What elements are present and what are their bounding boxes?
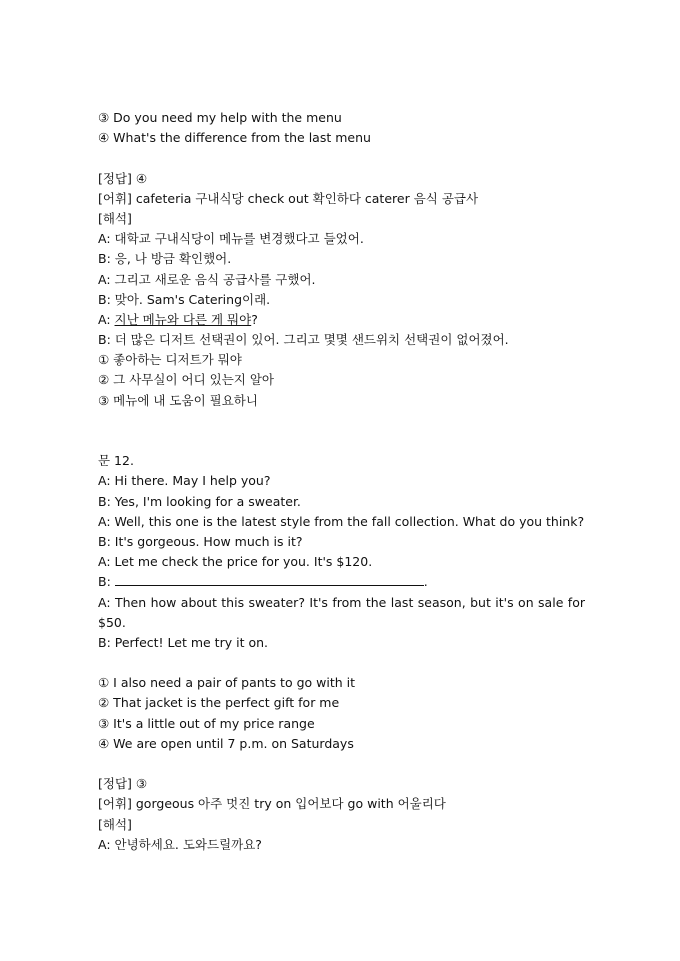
spacer — [98, 653, 598, 673]
prev-vocab: [어휘] cafeteria 구내식당 check out 확인하다 caterer 음식 공급사 — [98, 190, 479, 206]
answer-blank — [115, 572, 424, 586]
dialogue-line-5: A: Let me check the price for you. It's $120. — [98, 554, 373, 570]
dialogue-line-8: B: Perfect! Let me try it on. — [98, 634, 268, 650]
prev-translation-line-6: B: 더 많은 디저트 선택권이 있어. 그리고 몇몇 샌드위치 선택권이 없어졌어. — [98, 332, 509, 348]
prev-translation-choice-3: ③ 메뉴에 내 도움이 필요하니 — [98, 392, 258, 408]
question-number: 문 12. — [98, 453, 134, 469]
underlined-answer: 지난 메뉴와 다른 게 뭐야 — [114, 311, 252, 327]
prev-translation-line-2: B: 응, 나 방금 확인했어. — [98, 251, 232, 267]
spacer — [98, 754, 598, 774]
prev-translation-line-5 — [98, 310, 598, 330]
option-4: ④ We are open until 7 p.m. on Saturdays — [98, 735, 354, 751]
option-1: ① I also need a pair of pants to go with it — [98, 675, 356, 691]
vocab: [어휘] gorgeous 아주 멋진 try on 입어보다 go with 어울리다 — [98, 796, 446, 812]
translation-label: [해석] — [98, 816, 132, 832]
prev-option-4: ④ What's the difference from the last menu — [98, 130, 371, 146]
period: . — [423, 574, 428, 590]
prev-answer: [정답] ④ — [98, 170, 148, 186]
prev-option-3: ③ Do you need my help with the menu — [98, 110, 342, 125]
option-3: ③ It's a little out of my price range — [98, 715, 315, 731]
dialogue-line-2: B: Yes, I'm looking for a sweater. — [98, 493, 301, 509]
dialogue-line-7: A: Then how about this sweater? It's from the last season, but it's on sale for $50. — [98, 594, 585, 630]
prev-translation-line-3: A: 그리고 새로운 음식 공급사를 구했어. — [98, 271, 316, 287]
speaker-label: A: — [98, 311, 115, 327]
dialogue-line-6 — [98, 572, 598, 592]
dialogue-line-3: A: Well, this one is the latest style from the fall collection. What do you think? — [98, 513, 585, 529]
option-2: ② That jacket is the perfect gift for me — [98, 695, 340, 711]
prev-translation-line-1: A: 대학교 구내식당이 메뉴를 변경했다고 들었어. — [98, 231, 364, 247]
prev-translation-choice-2: ② 그 사무실이 어디 있는지 알아 — [98, 372, 274, 388]
question-mark: ? — [251, 311, 258, 327]
spacer — [98, 148, 598, 168]
prev-translation-label: [해석] — [98, 210, 132, 226]
prev-translation-line-4: B: 맞아. Sam's Catering이래. — [98, 291, 271, 307]
answer: [정답] ③ — [98, 776, 148, 792]
speaker-label: B: — [98, 574, 115, 590]
prev-translation-choice-1: ① 좋아하는 디저트가 뭐야 — [98, 352, 242, 368]
dialogue-line-4: B: It's gorgeous. How much is it? — [98, 533, 303, 549]
spacer — [98, 411, 598, 451]
document-page — [98, 108, 598, 855]
dialogue-line-1: A: Hi there. May I help you? — [98, 473, 271, 489]
translation-line-1: A: 안녕하세요. 도와드릴까요? — [98, 836, 262, 852]
